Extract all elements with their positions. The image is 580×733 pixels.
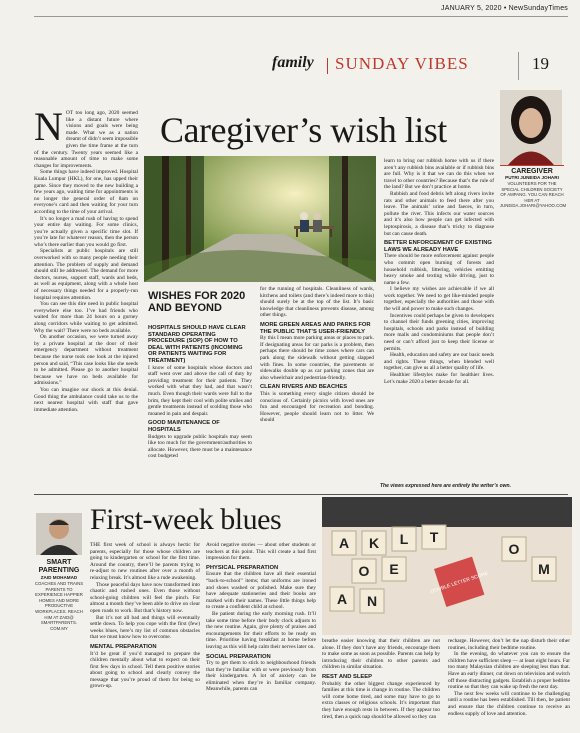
subheading: MORE GREEN AREAS AND PARKS FOR THE PUBLIC THAT’S USER-FRIENDLY (260, 321, 371, 335)
author-portrait (500, 90, 562, 165)
date-line: JANUARY 5, 2020 • NewSundayTimes (441, 5, 568, 12)
author-name: PUTRI JUNEIDA JOHARI (505, 175, 559, 180)
scrabble-letter: O (508, 541, 520, 557)
paragraph: Be patient during the early morning rush. It’ll take some time before their body clock adjusts to the new routine. Again, give plenty of praises and encouragements for their efforts to be ready on time. Prioritise having breakfast at home before leaving as this will help calm their nerves later on. (206, 610, 316, 650)
scrabble-letter: A (338, 535, 350, 551)
article-divider (34, 494, 568, 495)
header-rule (34, 16, 568, 17)
subheading: PHYSICAL PREPARATION (206, 564, 279, 571)
park-illustration (144, 156, 376, 282)
scrabble-photo (322, 497, 572, 635)
subheading: CLEAN RIVERS AND BEACHES (260, 384, 348, 391)
paragraph: for the running of hospitals. Cleanliness of wards, kitchens and toilets (and there’s indeed more to this) should surely be at the top of the list. It’s basic knowledge that cleanliness prevents disease, among other things. (260, 286, 374, 319)
paragraph: recharge. However, don’t let the nap disturb their other routines, including their bedtime routine. (448, 638, 570, 651)
paragraph: OT too long ago, 2020 seemed like a distant future where visions and goals were being made. What we as a nation dreamt of didn’t seem impossible given the time frame at the turn of the century. Twenty years seemed like a reasonable amount of time to make some changes for improvements. (34, 110, 138, 169)
wishes-title: WISHES FOR 2020 AND BEYOND (148, 290, 246, 314)
article1-column-3 (260, 286, 374, 424)
author2-name: ZAID MOHAMAD (40, 575, 78, 580)
paragraph: In the evening, do whatever you can to ensure the children have sufficient sleep — at least eight hours. Far too many Malaysian children are sleeping less than that. Have an early dinner, cut down on television and switch off those distracting gadgets. Establish a proper bedtime routine so that they can wake up fresh the next day. (448, 651, 570, 691)
subheading: GOOD MAINTENANCE OF HOSPITALS (148, 420, 220, 433)
paragraph: This is something every single citizen should be conscious of. Certainly picnics with loved ones are fun and encouraged for recreation and bonding. However, people should learn not to litter. We should (260, 390, 374, 424)
double-letter-score-text: DOUBLE LETTER SCORE (429, 570, 490, 595)
paragraph: You can see this dire need in public hospital everywhere else too. I’ve had friends who waited for more than 24 hours on a gurney along corridors while waiting to get admitted. Why the wait? There were no beds available. (34, 301, 138, 334)
author2-card (34, 559, 84, 631)
paragraph: It’d be great if you’d managed to prepare the children mentally about what to expect on their first few days in school. Tell them positive stories about going to school and clearly convey the message that you’re proud of them for being so grown-up. (90, 650, 200, 690)
paragraph: I know of some hospitals whose doctors and staff went over and above the call of duty by providing treatment for their patients. They worked with what they had, and that wasn’t much. Even though their wards were full to the brim, they kept their cool with polite smiles and gentle treatments instead of scolding those who moaned in pain and despair. (148, 364, 252, 417)
paragraph: I believe my wishes are achievable if we all work together. We need to get like-minded people together, especially the authorities and those with the will and power to make such changes. (384, 286, 494, 313)
paragraph: The next few weeks will continue to be challenging until a routine has been established. Till then, be patient and ensure that the children continue to receive an endless supply of love and attention. (448, 690, 570, 717)
author-card (500, 165, 567, 209)
article2-column-4 (448, 638, 570, 717)
subheading: SOCIAL PREPARATION (206, 653, 271, 660)
paragraph: learn to bring our rubbish home with us if there aren’t any rubbish bins available or if rubbish bins are full. Why is it that we can do this when we travel to other countries? Because that’s the rule of the land? But we don’t practice at home. (384, 158, 494, 191)
scrabble-letter: T (429, 529, 439, 545)
paragraph: Those peaceful days have now transformed into chaotic and rushed ones. Even those without school-going children will feel the pinch. For almost a month they’ve been able to drive on clear open roads to work. But that’s history now. (90, 581, 200, 614)
scrabble-letter: L (399, 531, 409, 547)
author-bio: VOLUNTEERS FOR THE SPECIAL CHILDREN SOCIETY OF AMPANG. YOU CAN REACH HER AT JUNEIDA.JOHARI@YAHOO.COM (500, 181, 567, 209)
scrabble-letter: K (368, 535, 380, 551)
section-divider (327, 58, 328, 74)
paragraph: Ensure that the children have all their essential “back-to-school” items; that uniforms are ironed and shoes washed or polished. Make sure they have adequate stationeries and their books are marked with their names. These little things help to create a confident child at school. (206, 571, 316, 611)
article1-column-1 (34, 104, 138, 413)
author2-bio: COACHES AND TRAINS PARENTS TO EXPERIENCE HAPPIER HOMES AND MORE PRODUCTIVE WORKPLACES. REACH HIM AT ZAID@ SMARTPARENTS. COM.MY (34, 581, 84, 631)
author2-portrait (36, 513, 82, 555)
paragraph: breathe easier knowing that their children are not alone. If they don’t have any friends, encourage them to make some as soon as possible. Parents can help by introducing their children to other parents and children in similar situation. (322, 638, 440, 671)
article1-column-4 (384, 158, 494, 385)
dropcap: N (34, 104, 63, 149)
paragraph: But it’s not all bad and things will eventually settle down. To help you cope with the first (few) weeks blues, here’s my list of common obstacles that we must know how to overcome. (90, 614, 200, 641)
author2-label: SMART PARENTING (38, 559, 80, 574)
paragraph: Health, education and safety are our basic needs and rights. These things, when blended well together, can give us all a better quality of life. (384, 352, 494, 372)
author-photo (500, 90, 562, 165)
paragraph: Rubbish and food debris left along rivers invite rats and other animals to feed there after you leave. The animals’ urine and faeces, in turn, pollute the river. This infects our water sources and it’s also how people can get infected with leptospirosis, a disease that’s tricky to diagnose but can cause death. (384, 190, 494, 237)
paragraph: THE first week of school is always hectic for parents, especially for those whose children are going to kindergarten or school for the first time. Around the country, there’ll be parents trying to re-adjust to new routines after over a month of relaxing break. It’s almost like a rude awakening. (90, 542, 200, 581)
article2-column-2 (206, 542, 316, 693)
subheading: HOSPITALS SHOULD HAVE CLEAR STANDARD OPERATING PROCEDURE (SOP) OF HOW TO DEAL WITH PATIENTS (INCOMING OR PATIENTS WAITING FOR TREATMENT) (148, 325, 246, 364)
scrabble-letter: M (538, 561, 550, 577)
scrabble-letter: O (358, 563, 370, 579)
article2-headline: First-week blues (90, 503, 282, 536)
article2-column-3 (322, 638, 440, 720)
paragraph: Some things have indeed improved. Hospital Kuala Lumpur (HKL), for one, has upped their game. Since they moved to the new building a few years ago, waiting time for appointments is no longer the general order of 8am on everyone’s card and then waiting for your turn according to the time of your arrival. (34, 169, 138, 215)
author2-photo (36, 513, 82, 555)
park-photo (144, 156, 376, 282)
scrabble-letter: E (389, 561, 399, 577)
subheading: BETTER ENFORCEMENT OF EXISTING LAWS WE ALREADY HAVE (384, 240, 492, 253)
paragraph: Avoid negative stories — about other students or teachers at this point. This will create a bad first impression for them. (206, 542, 316, 562)
paragraph: By this I mean more parking areas or places to park. If designating areas for car parks is a problem, then perhaps there should be time zones where cars can park along the sidewalk without getting slapped with fines. In some countries, the pavements or sidewalks double up as car parking zones that are also wheelchair and pedestrian-friendly. (260, 335, 374, 381)
section-title: SUNDAY VIBES (335, 54, 469, 73)
subheading: MENTAL PREPARATION (90, 643, 157, 650)
author-label: CAREGIVER (500, 165, 564, 175)
article1-headline: Caregiver’s wish list (160, 110, 447, 150)
paragraph: Try to get them to stick to neighbourhood friends that they’re familiar with or were previously from their kindergarten. A lot of anxiety can be eliminated when they’re in familiar company. Meanwhile, parents can (206, 660, 316, 693)
section-family-label: family (272, 54, 314, 71)
views-note: The views expressed here are entirely the writer’s own. (380, 483, 511, 489)
page-number: 19 (532, 54, 549, 73)
paragraph: Specialists at public hospitals are still overworked with so many people needing their attention. The problem of supply and demand should still be addressed. The demand for more doctors, nurses, support staff, wards and beds, as well as equipment, along with a whole host of necessary things needed for a properly-run hospital requires attention. (34, 248, 138, 301)
scrabble-letter: A (336, 591, 348, 607)
paragraph: You can imagine our shock at this denial. Good thing the ambulance could take us to the next nearest hospital with staff that gave immediate attention. (34, 386, 138, 413)
paragraph: Budgets to upgrade public hospitals may seem like too much for the government/authorities to allocate. However, there must be a maintenance cost budgeted (148, 433, 252, 460)
subheading: REST AND SLEEP (322, 673, 373, 680)
article2-column-1 (90, 542, 200, 690)
paragraph: It’s no longer a mad rush of having to spend your entire day waiting. For some clinics, you’re actually given a specific time slot. If you’re late for whatever reason, then the person who’s there earlier than you would go first. (34, 215, 138, 248)
scrabble-letter: N (366, 593, 378, 609)
page-number-divider (518, 52, 519, 80)
article1-column-2 (148, 322, 252, 460)
paragraph: Probably the other biggest change experienced by families at this time is change in routine. The children will come home tired, and some may have to go to extra classes or religious schools. It’s important that they have enough rests in between. If they appear too tired, then a quick nap should be allowed so they can (322, 680, 440, 720)
paragraph: On another occasion, we were turned away by a private hospital at the door of their emergency department without treatment because the nurse took one look at the injured person and said, “This case looks like she needs to be admitted. Please go to another hospital because we have no beds available for admissions.” (34, 334, 138, 387)
paragraph: Incentives could perhaps be given to developers to channel their funds greening cities, improving hospitals, schools and parks instead of building more malls and condominiums that people don’t need or can’t afford just to keep their license or permits. (384, 312, 494, 352)
paragraph: Healthier lifestyles make for healthier lives. Let’s make 2020 a better decade for all. (384, 372, 494, 385)
paragraph: There should be more enforcement against people who commit open burning of forests and household rubbish, littering, vehicles emitting heavy smoke and texting while driving, just to name a few. (384, 253, 494, 286)
scrabble-illustration (322, 497, 572, 635)
